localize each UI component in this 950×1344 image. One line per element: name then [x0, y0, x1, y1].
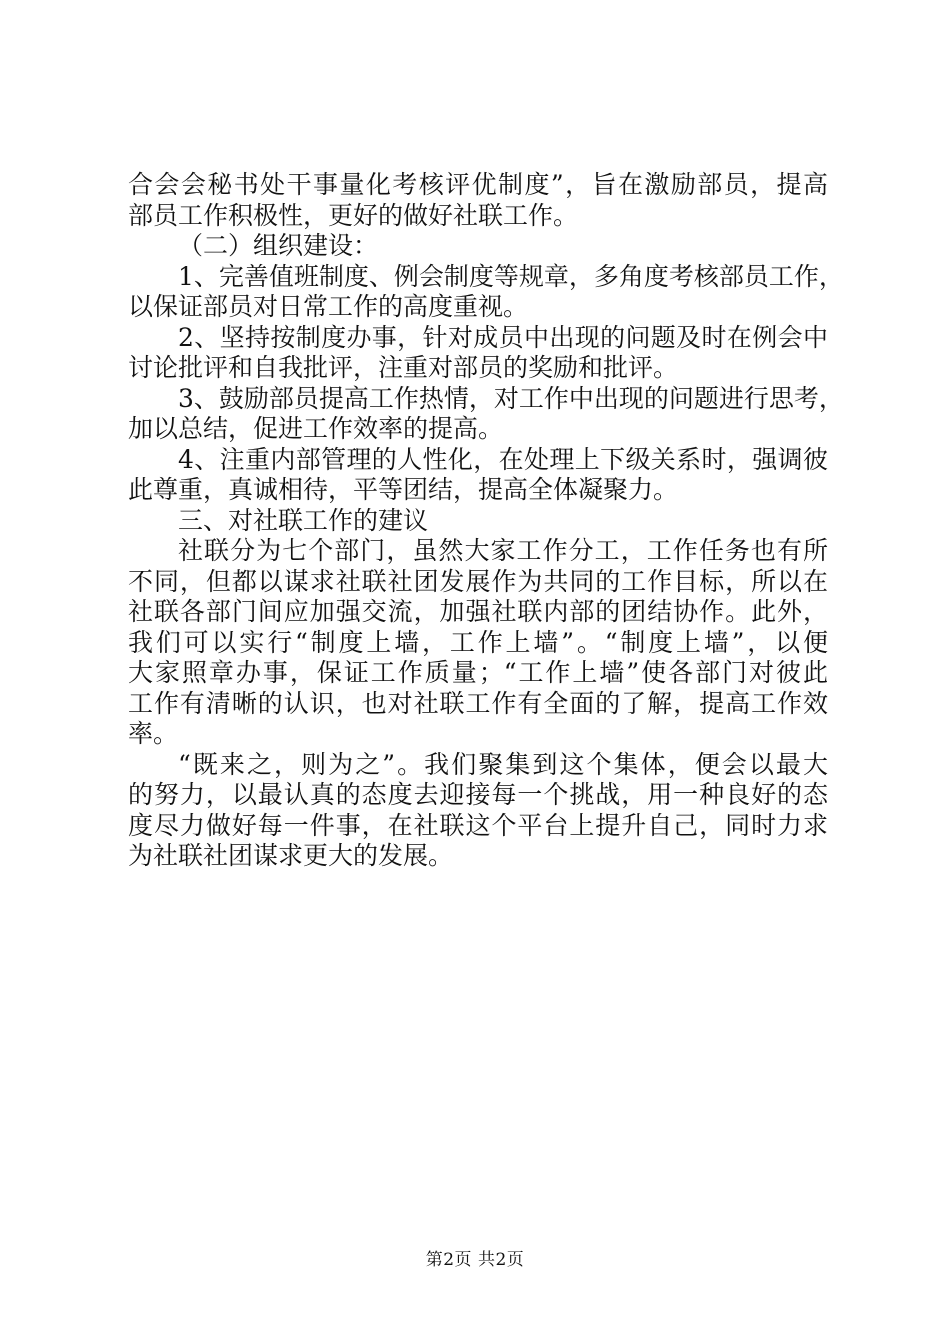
paragraph-line: 此尊重，真诚相待，平等团结，提高全体凝聚力。	[128, 475, 679, 504]
paragraph-line: 大家照章办事，保证工作质量；“工作上墙”使各部门对彼此	[128, 658, 828, 687]
paragraph-line: 社联各部门间应加强交流，加强社联内部的团结协作。此外，	[128, 597, 828, 626]
paragraph-line: 合会会秘书处干事量化考核评优制度”，旨在激励部员，提高	[128, 170, 828, 199]
paragraph-line: 的努力，以最认真的态度去迎接每一个挑战，用一种良好的态	[128, 780, 828, 809]
section-heading: （二）组织建设：	[178, 231, 379, 260]
paragraph-line: 率。	[128, 719, 179, 748]
section-heading: 三、对社联工作的建议	[178, 505, 429, 535]
paragraph-line: “既来之，则为之”。我们聚集到这个集体，便会以最大	[178, 749, 828, 779]
page-number-footer: 第2页 共2页	[425, 1250, 525, 1270]
paragraph-line: 加以总结，促进工作效率的提高。	[128, 414, 504, 443]
paragraph-line: 以保证部员对日常工作的高度重视。	[128, 292, 529, 321]
paragraph-line: 工作有清晰的认识，也对社联工作有全面的了解，提高工作效	[128, 688, 828, 718]
paragraph-line: 讨论批评和自我批评，注重对部员的奖励和批评。	[128, 353, 679, 382]
paragraph-line: 我们可以实行“制度上墙，工作上墙”。“制度上墙”，以便	[128, 627, 828, 657]
paragraph-line: 不同，但都以谋求社联社团发展作为共同的工作目标，所以在	[128, 566, 828, 596]
document-body	[128, 170, 844, 872]
paragraph-line: 为社联社团谋求更大的发展。	[128, 841, 454, 870]
paragraph-line: 4、注重内部管理的人性化，在处理上下级关系时，强调彼	[178, 444, 828, 474]
paragraph-line: 2、坚持按制度办事，针对成员中出现的问题及时在例会中	[178, 322, 828, 352]
paragraph-line: 1、完善值班制度、例会制度等规章，多角度考核部员工作，	[178, 261, 844, 291]
paragraph-line: 3、鼓励部员提高工作热情，对工作中出现的问题进行思考，	[178, 383, 844, 413]
paragraph-line: 度尽力做好每一件事，在社联这个平台上提升自己，同时力求	[128, 810, 828, 840]
paragraph-line: 部员工作积极性，更好的做好社联工作。	[128, 200, 579, 230]
paragraph-line: 社联分为七个部门，虽然大家工作分工，工作任务也有所	[178, 536, 828, 565]
